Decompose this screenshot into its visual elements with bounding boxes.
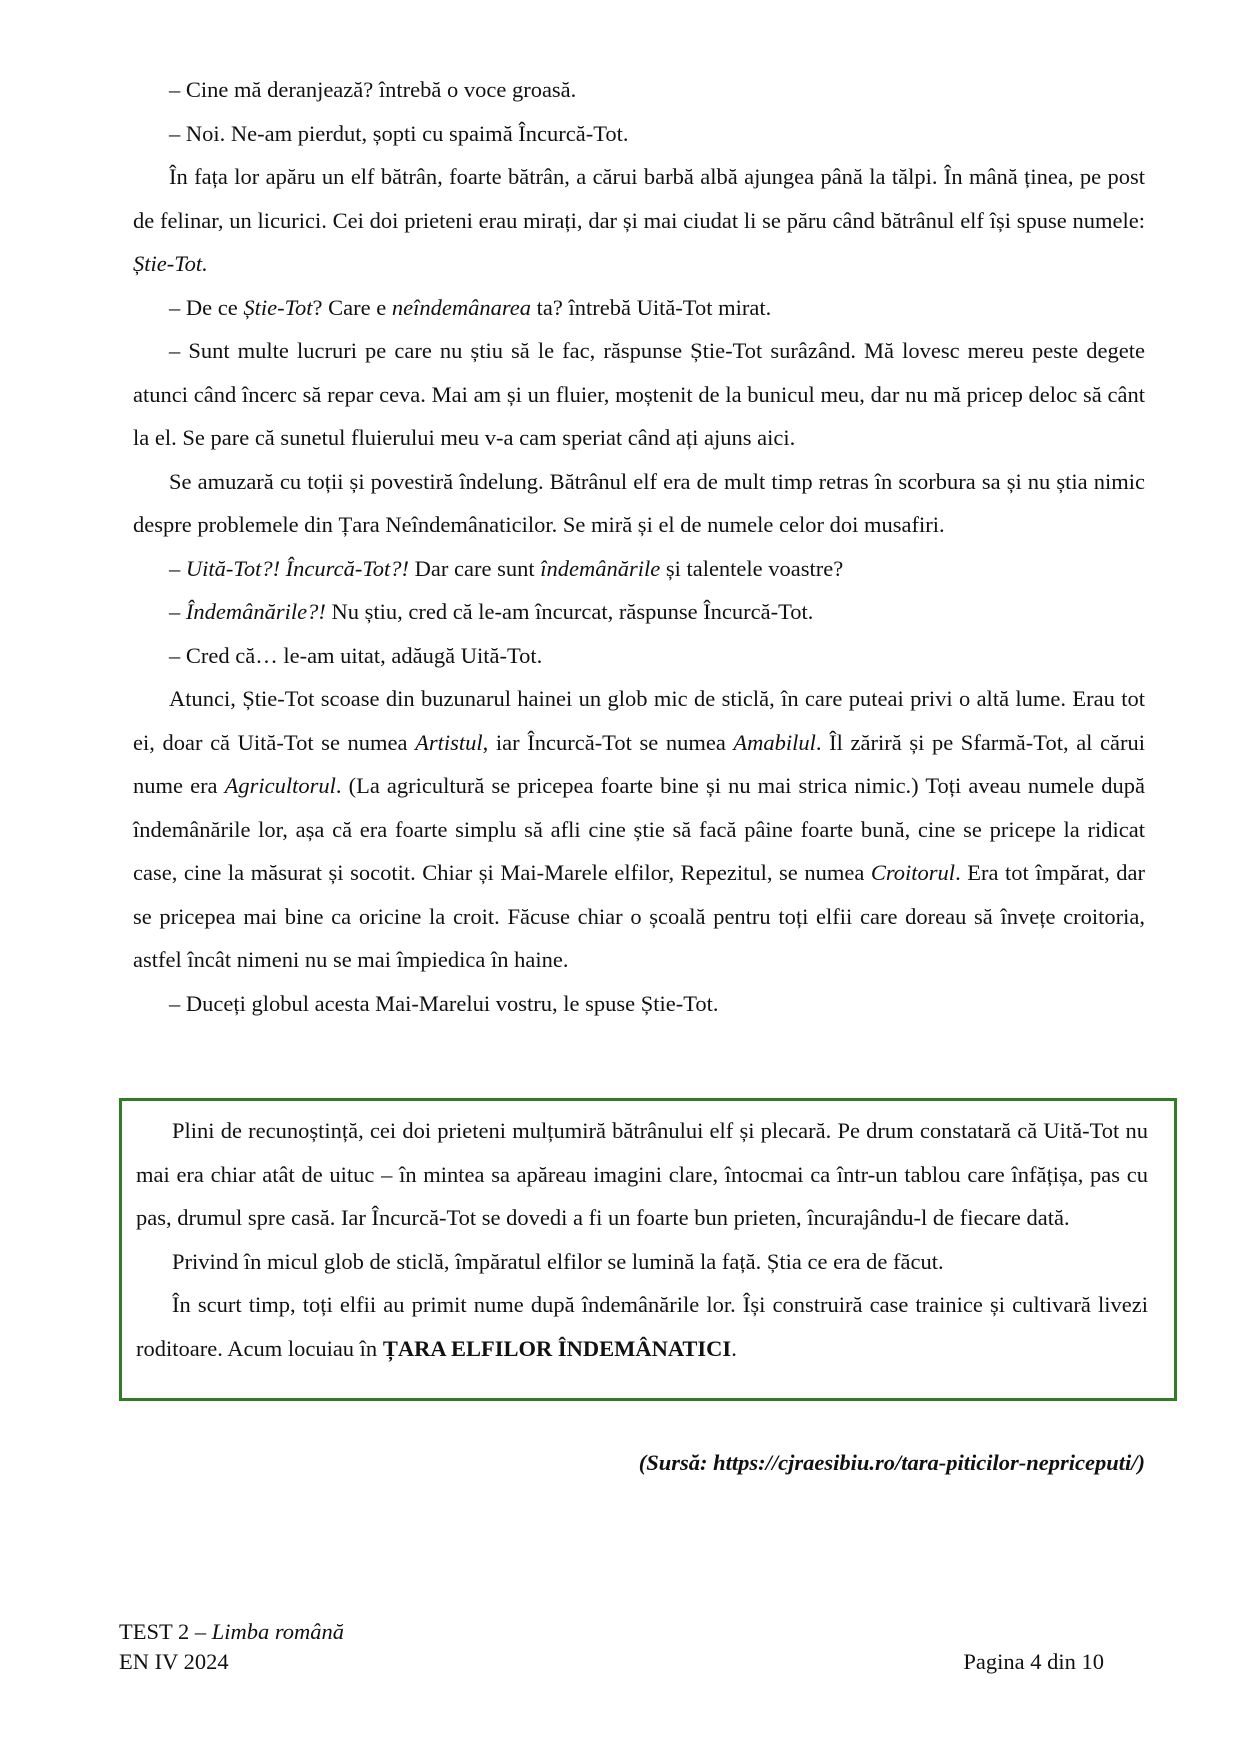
footer-exam: EN IV 2024 <box>119 1649 229 1674</box>
italic-text: Uită-Tot?! Încurcă-Tot?! <box>185 555 410 581</box>
paragraph: – Sunt multe lucruri pe care nu știu să le fac, răspunse Știe-Tot surâzând. Mă lovesc mereu peste degete atunci când încerc să repar ceva. Mai am și un fluier, moștenit de la bunicul meu, dar nu mă pricep deloc să cânt la el. Se pare că sunetul fluierului meu v-a cam speriat când ați ajuns aici. <box>133 338 1145 450</box>
italic-text: Îndemânările?! <box>185 599 326 624</box>
box-paragraph: Plini de recunoștință, cei doi prieteni mulțumiră bătrânului elf și plecară. Pe drum constatară că Uită-Tot nu mai era chiar atât de uituc – în mintea sa apăreau imagini clare, întocmai ca într-un tablou care înfățișa, pas cu pas, drumul spre casă. Iar Încurcă-Tot se dovedi a fi un foarte bun prieten, încurajându-l de fiecare dată. <box>136 1118 1148 1230</box>
italic-text: Știe-Tot. <box>133 251 208 276</box>
italic-text: Amabilul <box>733 729 816 755</box>
italic-text: Artistul <box>415 729 483 755</box>
italic-text: Croitorul <box>870 860 956 885</box>
paragraph: – Cred că… le-am uitat, adăugă Uită-Tot. <box>169 642 543 668</box>
source-citation: (Sursă: https://cjraesibiu.ro/tara-piticilor-nepriceputi/) <box>638 1450 1145 1475</box>
paragraph: În fața lor apăru un elf bătrân, foarte bătrân, a cărui barbă albă ajungea până la tălpi. În mână ținea, pe post de felinar, un licurici. Cei doi prieteni erau mirați, dar și mai ciudat li se păru când bătrânul elf își spuse numele: Știe-Tot. <box>133 164 1145 276</box>
paragraph: – De ce Știe-Tot? Care e neîndemânarea ta? întrebă Uită-Tot mirat. <box>169 294 772 320</box>
paragraph: – Îndemânările?! Nu știu, cred că le-am încurcat, răspunse Încurcă-Tot. <box>169 599 814 624</box>
italic-text: Știe-Tot <box>243 294 313 320</box>
paragraph: – Duceți globul acesta Mai-Marelui vostru, le spuse Știe-Tot. <box>169 990 719 1016</box>
paragraph: Atunci, Știe-Tot scoase din buzunarul hainei un glob mic de sticlă, în care puteai privi o altă lume. Erau tot ei, doar că Uită-Tot se numea Artistul, iar Încurcă-Tot se numea Amabilul. Îl zăriră și pe Sfarmă-Tot, al cărui nume era Agricultorul. (La agricultură se pricepea foarte bine și nu mai strica nimic.) Toți aveau numele după îndemânările lor, așa că era foarte simplu să afli cine știe să facă pâine foarte bună, cine se pricepe la ridicat case, cine la măsurat și socotit. Chiar și Mai-Marele elfilor, Repezitul, se numea Croitorul. Era tot împărat, dar se pricepea mai bine ca oricine la croit. Făcuse chiar o școală pentru toți elfii care doreau să învețe croitoria, astfel încât nimeni nu se mai împiedica în haine. <box>133 686 1146 972</box>
italic-text: Agricultorul <box>224 773 336 798</box>
box-text <box>136 1109 1148 1370</box>
page-number: Pagina 4 din 10 <box>963 1649 1104 1674</box>
story-text <box>133 68 1145 1025</box>
italic-text: îndemânările <box>540 555 661 581</box>
box-paragraph: În scurt timp, toți elfii au primit nume după îndemânările lor. Își construiră case trainice și cultivară livezi roditoare. Acum locuiau în ȚARA ELFILOR ÎNDEMÂNATICI. <box>136 1292 1148 1361</box>
box-paragraph: Privind în micul glob de sticlă, împăratul elfilor se lumină la față. Știa ce era de făcut. <box>172 1248 944 1274</box>
highlighted-text-box <box>119 1098 1177 1401</box>
paragraph: – Cine mă deranjează? întrebă o voce groasă. <box>169 77 577 102</box>
italic-text: neîndemânarea <box>391 294 531 320</box>
footer-test: TEST 2 – <box>119 1619 212 1644</box>
paragraph: – Noi. Ne-am pierdut, șopti cu spaimă Încurcă-Tot. <box>169 120 629 146</box>
paragraph: – Uită-Tot?! Încurcă-Tot?! Dar care sunt îndemânările și talentele voastre? <box>169 555 844 581</box>
bold-text: ȚARA ELFILOR ÎNDEMÂNATICI <box>382 1335 732 1361</box>
footer-subject: Limba română <box>211 1619 345 1644</box>
footer-test-label <box>119 1617 344 1647</box>
paragraph: Se amuzară cu toții și povestiră îndelung. Bătrânul elf era de mult timp retras în scorbura sa și nu știa nimic despre problemele din Țara Neîndemânaticilor. Se miră și el de numele celor doi musafiri. <box>133 468 1145 537</box>
